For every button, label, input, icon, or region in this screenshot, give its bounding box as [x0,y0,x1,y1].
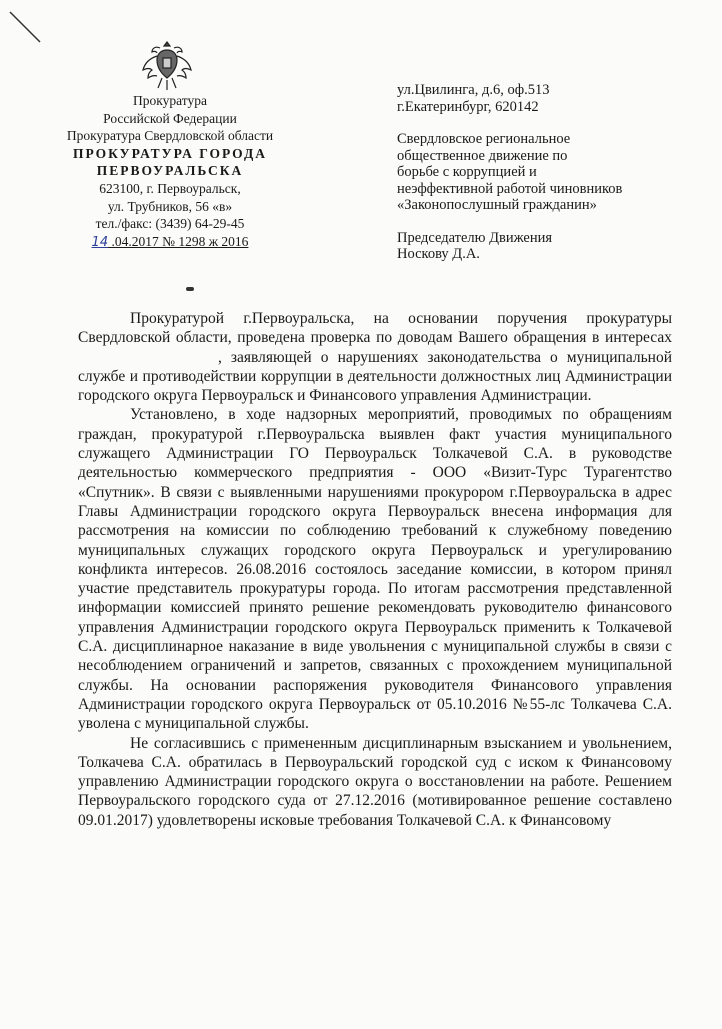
recipient-address [397,82,697,115]
recipient-org-3: борьбе с коррупцией и [397,164,537,180]
recipient-org-4: неэффективной работой чиновников [397,180,623,197]
sender-address-1: 623100, г. Первоуральск, [99,180,241,196]
recipient-org-5: «Законопослушный гражданин» [397,197,597,213]
recipient-org-1: Свердловское региональное [397,131,571,147]
sender-phone: тел./факс: (3439) 64-29-45 [95,216,245,232]
recipient-organization [397,131,697,214]
letter-body [78,309,672,830]
recipient-header [397,82,697,279]
paragraph-1-part-b: , заявляющей о нарушениях законодательства о муниципальной службе и противодействии коррупции в деятельности должностных лиц Администрации городского округа Первоуральск и Финансового управления Администрации. [78,348,672,405]
outgoing-number [50,233,290,252]
paragraph-1-part-a: Прокуратурой г.Первоуральска, на основании поручения прокуратуры Свердловской области, проведена проверка по доводам Вашего обращения в интересах [78,310,672,347]
handwritten-date-day: 14 [91,234,109,250]
paragraph-1 [78,309,672,405]
sender-header [50,92,290,251]
recipient-to-2: Носкову Д.А. [397,246,480,262]
recipient-org-2: общественное движение по [397,147,568,164]
sender-org-line1: ПРОКУРАТУРА ГОРОДА [72,145,268,161]
recipient-to-1: Председателю Движения [397,229,553,246]
sender-org-line2: ПЕРВОУРАЛЬСКА [96,163,244,179]
sender-address-2: ул. Трубников, 56 «в» [107,198,233,214]
outgoing-number-rest: .04.2017 № 1298 ж 2016 [108,233,249,249]
recipient-address-2: г.Екатеринбург, 620142 [397,98,539,115]
recipient-address-1: ул.Цвилинга, д.6, оф.513 [397,82,550,98]
corner-pen-mark [6,8,46,48]
sender-line-prokuratura: Прокуратура [133,93,207,108]
paragraph-2: Установлено, в ходе надзорных мероприятий, проводимых по обращениям граждан, прокуратурой г.Первоуральска выявлен факт участия муниципального служащего Администрации ГО Первоуральск Толкачевой С.А. в руководстве деятельностью коммерческого предприятия - ООО «Визит-Турс Турагентство «Спутник». В связи с выявленными нарушениями прокурором г.Первоуральска в адрес Главы Администрации городского округа Первоуральск внесена информация для рассмотрения на комиссии по соблюдению требований к служебному поведению муниципальных служащих городского округа Первоуральск и урегулированию конфликта интересов. 26.08.2016 состоялось заседание комиссии, в котором принял участие представитель прокуратуры города. По итогам рассмотрения представленной информации комиссией принято решение рекомендовать руководителю финансового управления Администрации городского округа Первоуральск применить к Толкачевой С.А. дисциплинарное наказание в виде увольнения с муниципальной службы в связи с несоблюдением ограничений и запретов, связанных с прохождением муниципальной службы. На основании распоряжения руководителя Финансового управления Администрации городского округа Первоуральск от 05.10.2016 №55-лс Толкачева С.А. уволена с муниципальной службы. [78,406,672,733]
double-headed-eagle-emblem-icon [140,36,194,94]
recipient-person [397,230,697,263]
paragraph-3: Не согласившись с примененным дисциплинарным взысканием и увольнением, Толкачева С.А. обратилась в Первоуральский городской суд с иском к Финансовому управлению Администрации городского округа о восстановлении на работе. Решением Первоуральского городского суда от 27.12.2016 (мотивированное решение составлено 09.01.2017) удовлетворены исковые требования Толкачевой С.А. к Финансовому [78,734,672,829]
sender-line-region: Прокуратура Свердловской области [66,128,274,144]
ink-dot [186,287,194,291]
sender-line-rf: Российской Федерации [103,110,237,126]
